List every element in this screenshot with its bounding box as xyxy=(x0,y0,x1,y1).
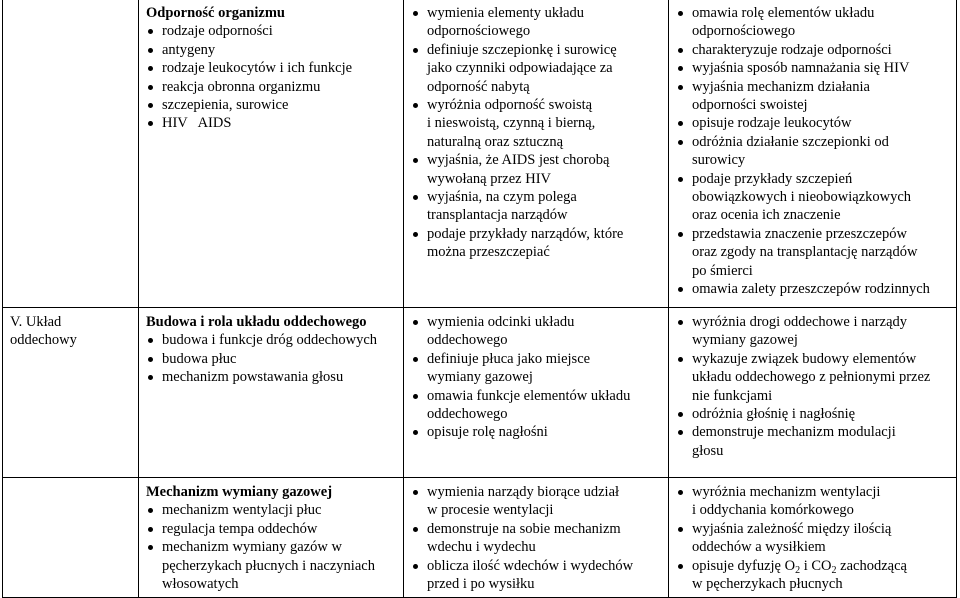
list-item: wyróżnia odporność swoistą xyxy=(411,96,660,114)
list-item: wdechu i wydechu xyxy=(427,539,536,556)
topic-cell xyxy=(139,478,404,598)
list-item: oraz ocenia ich znaczenie xyxy=(692,207,841,224)
list-item: demonstruje na sobie mechanizm xyxy=(411,520,660,538)
list-item: mechanizm powstawania głosu xyxy=(146,368,395,386)
topic-list xyxy=(146,22,395,132)
list-item: regulacja tempa oddechów xyxy=(146,520,395,538)
extended-list xyxy=(676,4,948,299)
section-cell: V. Układ oddechowy xyxy=(3,308,139,478)
list-item: można przeszczepiać xyxy=(427,244,550,261)
list-item: przed i po wysiłku xyxy=(427,576,535,593)
topic-title: Budowa i rola układu oddechowego xyxy=(146,314,367,330)
list-item: rodzaje odporności xyxy=(146,22,395,40)
table-row xyxy=(3,308,957,478)
list-item: budowa i funkcje dróg oddechowych xyxy=(146,331,395,349)
list-item: wymienia narządy biorące udział xyxy=(411,483,660,501)
list-item: podaje przykłady szczepień xyxy=(676,170,948,188)
list-item: mechanizm wentylacji płuc xyxy=(146,501,395,519)
list-item: opisuje rodzaje leukocytów xyxy=(676,114,948,132)
topic-title: Mechanizm wymiany gazowej xyxy=(146,484,333,500)
list-item: wyjaśnia mechanizm działania xyxy=(676,78,948,96)
list-item: szczepienia, surowice xyxy=(146,96,395,114)
list-item: wyjaśnia, na czym polega xyxy=(411,188,660,206)
topic-list xyxy=(146,501,395,593)
extended-list xyxy=(676,483,948,593)
extended-requirements-cell xyxy=(669,308,957,478)
list-item: budowa płuc xyxy=(146,350,395,368)
list-item: wyjaśnia zależność między ilością xyxy=(676,520,948,538)
list-item: odporność nabytą xyxy=(427,78,530,95)
list-item: wykazuje związek budowy elementów xyxy=(676,350,948,368)
basic-list xyxy=(411,4,660,262)
list-item: oraz zgody na transplantację narządów xyxy=(692,244,918,261)
basic-requirements-cell xyxy=(404,308,669,478)
list-item: definiuje płuca jako miejsce xyxy=(411,350,660,368)
basic-requirements-cell xyxy=(404,478,669,598)
list-item: po śmierci xyxy=(692,262,753,279)
list-item: odróżnia działanie szczepionki od xyxy=(676,133,948,151)
list-item: w procesie wentylacji xyxy=(427,502,554,519)
list-item: oddechowego xyxy=(427,332,508,349)
list-item: przedstawia znaczenie przeszczepów xyxy=(676,225,948,243)
list-item: omawia zalety przeszczepów rodzinnych xyxy=(676,280,948,298)
list-item: oddechowego xyxy=(427,406,508,423)
list-item: odpornościowego xyxy=(427,23,531,40)
list-item: odróżnia głośnię i nagłośnię xyxy=(676,405,948,423)
list-item: opisuje rolę nagłośni xyxy=(411,423,660,441)
list-item: jako czynniki odpowiadające za xyxy=(427,60,613,77)
extended-requirements-cell xyxy=(669,478,957,598)
list-item: transplantacja narządów xyxy=(427,207,568,224)
table-row xyxy=(3,0,957,308)
list-item: głosu xyxy=(692,442,724,459)
topic-list xyxy=(146,331,395,386)
list-item: wyróżnia mechanizm wentylacji xyxy=(676,483,948,501)
extended-requirements-cell xyxy=(669,0,957,308)
list-item: w pęcherzykach płucnych xyxy=(692,576,843,593)
list-item: wyróżnia drogi oddechowe i narządy xyxy=(676,313,948,331)
basic-requirements-cell xyxy=(404,0,669,308)
list-item: demonstruje mechanizm modulacji xyxy=(676,423,948,441)
topic-title: Odporność organizmu xyxy=(146,5,285,21)
list-item: odpornościowego xyxy=(692,23,796,40)
list-item: nie funkcjami xyxy=(692,387,773,404)
list-item: wywołaną przez HIV xyxy=(427,170,552,187)
list-item: omawia rolę elementów układu xyxy=(676,4,948,22)
list-item: oblicza ilość wdechów i wydechów xyxy=(411,557,660,575)
list-item: i nieswoistą, czynną i bierną, xyxy=(427,115,596,132)
section-cell xyxy=(3,478,139,598)
topic-cell xyxy=(139,308,404,478)
list-item: definiuje szczepionkę i surowicę xyxy=(411,41,660,59)
list-item: obowiązkowych i nieobowiązkowych xyxy=(692,189,912,206)
list-item: podaje przykłady narządów, które xyxy=(411,225,660,243)
topic-cell xyxy=(139,0,404,308)
list-item: charakteryzuje rodzaje odporności xyxy=(676,41,948,59)
list-item: surowicy xyxy=(692,152,746,169)
extended-list xyxy=(676,313,948,460)
list-item: układu oddechowego z pełnionymi przez xyxy=(692,369,931,386)
list-item: wymienia elementy układu xyxy=(411,4,660,22)
list-item: omawia funkcje elementów układu xyxy=(411,387,660,405)
list-item: wymiany gazowej xyxy=(427,369,533,386)
list-item: wyjaśnia sposób namnażania się HIV xyxy=(676,59,948,77)
list-item: HIV AIDS xyxy=(146,114,395,132)
list-item: odporności swoistej xyxy=(692,97,808,114)
table-row xyxy=(3,478,957,598)
list-item: wymiany gazowej xyxy=(692,332,798,349)
list-item: rodzaje leukocytów i ich funkcje xyxy=(146,59,395,77)
requirements-table xyxy=(2,0,957,598)
list-item: opisuje dyfuzję $O_2$ i $CO_2$ zachodzącą xyxy=(676,557,948,575)
basic-list xyxy=(411,313,660,442)
list-item: mechanizm wymiany gazów w pęcherzykach płucnych i naczyniach włosowatych xyxy=(146,538,395,593)
list-item: antygeny xyxy=(146,41,395,59)
list-item: naturalną oraz sztuczną xyxy=(427,133,564,150)
section-cell xyxy=(3,0,139,308)
basic-list xyxy=(411,483,660,593)
list-item: wymienia odcinki układu xyxy=(411,313,660,331)
list-item: reakcja obronna organizmu xyxy=(146,78,395,96)
list-item: oddechów a wysiłkiem xyxy=(692,539,826,556)
list-item: i oddychania komórkowego xyxy=(692,502,854,519)
list-item: wyjaśnia, że AIDS jest chorobą xyxy=(411,151,660,169)
